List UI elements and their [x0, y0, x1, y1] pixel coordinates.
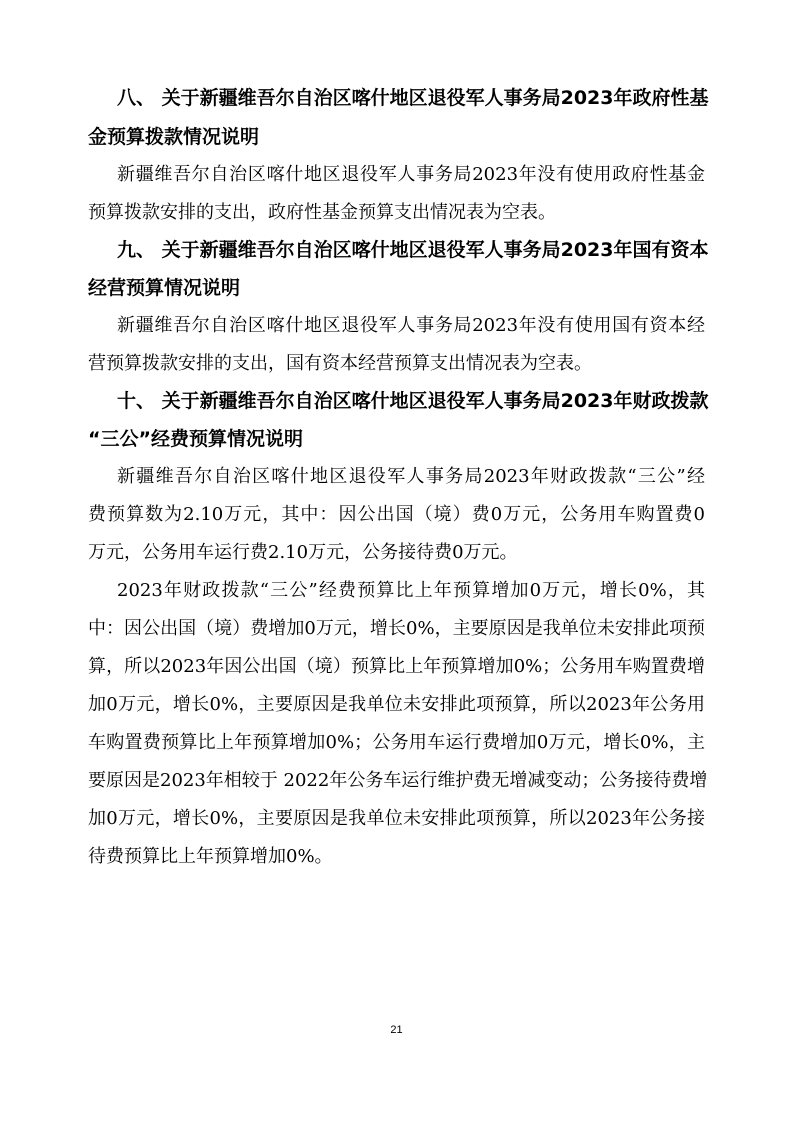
paragraph-line: 车购置费预算比上年预算增加0%；公务用车运行费增加0万元，增长0%，主 [88, 732, 705, 753]
paragraph-line: 营预算拨款安排的支出，国有资本经营预算支出情况表为空表。 [88, 353, 592, 374]
paragraph-line: 新疆维吾尔自治区喀什地区退役军人事务局2023年财政拨款“三公”经 [117, 466, 705, 487]
paragraph-line: 预算拨款安排的支出，政府性基金预算支出情况表为空表。 [88, 202, 556, 223]
paragraph-line: 万元，公务用车运行费2.10万元，公务接待费0万元。 [88, 542, 518, 563]
paragraph-line: 要原因是2023年相较于 2022年公务车运行维护费无增减变动；公务接待费增 [88, 770, 708, 791]
section-heading-line: 八、 关于新疆维吾尔自治区喀什地区退役军人事务局2023年政府性基 [117, 87, 709, 109]
paragraph-line: 加0万元，增长0%，主要原因是我单位未安排此项预算，所以2023年公务接 [88, 808, 705, 829]
section-heading-line: 九、 关于新疆维吾尔自治区喀什地区退役军人事务局2023年国有资本 [117, 239, 709, 261]
paragraph-line: 新疆维吾尔自治区喀什地区退役军人事务局2023年没有使用政府性基金 [117, 164, 705, 185]
paragraph-line: 中：因公出国（境）费增加0万元，增长0%，主要原因是我单位未安排此项预 [88, 618, 705, 639]
paragraph-line: 待费预算比上年预算增加0%。 [88, 846, 333, 867]
page-number: 21 [390, 1024, 403, 1036]
paragraph-line: 费预算数为2.10万元，其中：因公出国（境）费0万元，公务用车购置费0 [88, 504, 705, 525]
section-heading-line: “三公”经费预算情况说明 [88, 428, 303, 450]
section-heading-line: 十、 关于新疆维吾尔自治区喀什地区退役军人事务局2023年财政拨款 [117, 390, 709, 412]
section-heading-line: 金预算拨款情况说明 [88, 126, 260, 148]
paragraph-line: 加0万元，增长0%，主要原因是我单位未安排此项预算，所以2023年公务用 [88, 694, 705, 715]
paragraph-line: 2023年财政拨款“三公”经费预算比上年预算增加0万元，增长0%，其 [117, 580, 705, 601]
section-heading-line: 经营预算情况说明 [88, 277, 241, 299]
paragraph-line: 新疆维吾尔自治区喀什地区退役军人事务局2023年没有使用国有资本经 [117, 315, 705, 336]
paragraph-line: 算，所以2023年因公出国（境）预算比上年预算增加0%；公务用车购置费增 [88, 656, 705, 677]
